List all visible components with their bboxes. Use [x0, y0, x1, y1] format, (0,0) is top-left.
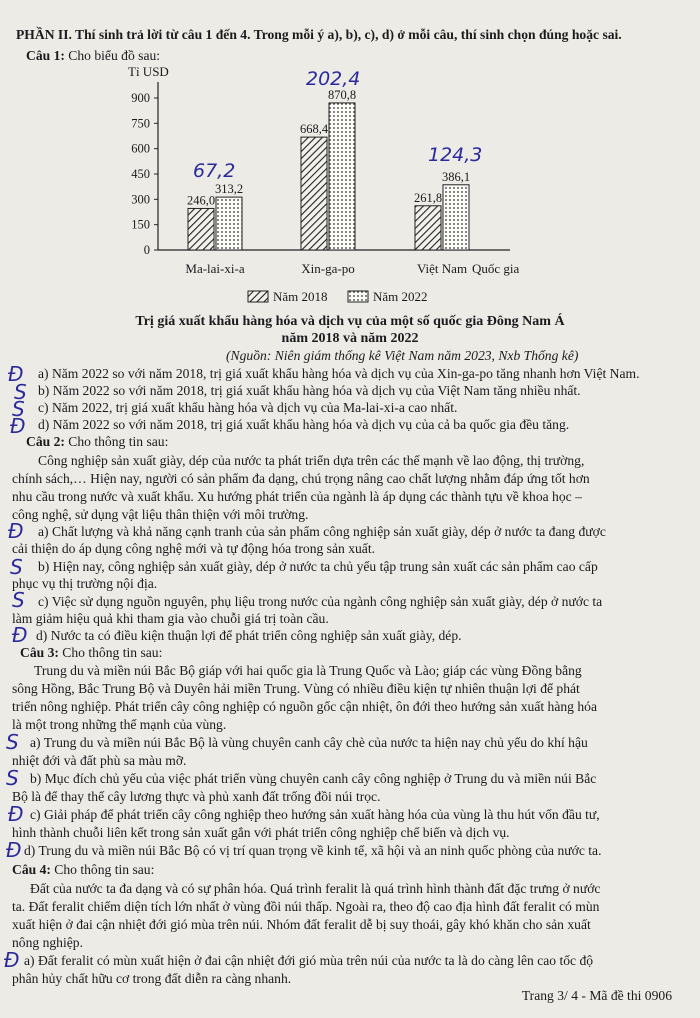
- q3-statement-c-line-1: c) Giải pháp để phát triển cây công nghiệp theo hướng sản xuất hàng hóa của vùng là thu hút vốn đầu tư,: [30, 807, 600, 822]
- q3-statement-c-line-2: hình thành chuỗi liên kết trong sản xuất gắn với phát triển công nghiệp chế biến và dịch vụ.: [12, 825, 510, 840]
- question-1-label: Câu 1:: [26, 48, 65, 63]
- bar-value-label: 870,8: [327, 87, 357, 102]
- handwritten-note-vietnam: 124,3: [428, 144, 483, 166]
- q1-statement-b: b) Năm 2022 so với năm 2018, trị giá xuất khẩu hàng hóa và dịch vụ của Việt Nam tăng nhiều nhất.: [38, 383, 581, 398]
- q3-statement-d: d) Trung du và miền núi Bắc Bộ có vị trí quan trọng về kinh tế, xã hội và an ninh quốc phòng của nước ta.: [24, 843, 602, 858]
- q2-statement-c-line-1: c) Việc sử dụng nguồn nguyên, phụ liệu trong nước của ngành công nghiệp sản xuất giày, dép ở nước ta: [38, 594, 603, 609]
- category-label: Ma-lai-xi-a: [185, 261, 245, 276]
- q2-passage-line-2: chính sách,… Hiện nay, người có sản phẩm đa dạng, chú trọng nâng cao chất lượng nhằm đáp ứng tốt hơn: [12, 471, 590, 486]
- q3-passage-line-4: là một trong những thế mạnh của vùng.: [12, 717, 227, 732]
- mark-q3b: S: [6, 766, 19, 790]
- legend-label: Năm 2018: [273, 289, 328, 304]
- question-2-label: Câu 2:: [26, 434, 65, 449]
- mark-q3a: S: [6, 730, 19, 754]
- y-tick-label: 600: [131, 141, 150, 156]
- bar-2022: [443, 185, 469, 250]
- question-2-intro: Cho thông tin sau:: [64, 434, 169, 449]
- part-header: [16, 26, 622, 43]
- mark-q1c: S: [12, 397, 25, 421]
- legend-label: Năm 2022: [373, 289, 428, 304]
- page-footer: Trang 3/ 4 - Mã đề thi 0906: [521, 988, 672, 1003]
- q4-statement-a-line-2: phân hủy chất hữu cơ trong đất diễn ra càng nhanh.: [12, 971, 292, 986]
- mark-q1b: S: [14, 380, 27, 404]
- export-bar-chart: [100, 62, 660, 312]
- q1-statement-d: d) Năm 2022 so với năm 2018, trị giá xuất khẩu hàng hóa và dịch vụ của cả ba quốc gia đều tăng.: [38, 417, 570, 432]
- q4-statement-a-line-1: a) Đất feralit có mùn xuất hiện ở đai cận nhiệt đới gió mùa trên núi của nước ta là do càng lên cao tốc độ: [24, 953, 594, 968]
- q2-statement-b-line-1: b) Hiện nay, công nghiệp sản xuất giày, dép ở nước ta chủ yếu tập trung sản xuất các sản phẩm cao cấp: [38, 559, 598, 574]
- legend-swatch-2018: [248, 291, 268, 302]
- mark-q1d: Đ: [10, 414, 26, 438]
- mark-q3d: Đ: [6, 838, 22, 862]
- mark-q2b: S: [10, 555, 23, 579]
- y-tick-label: 750: [131, 116, 150, 131]
- mark-q1a: Đ: [8, 362, 24, 386]
- q2-statement-b-line-2: phục vụ thị trường nội địa.: [12, 576, 158, 591]
- q4-passage-line-1: Đất của nước ta đa dạng và có sự phân hóa. Quá trình feralit là quá trình hình thành đất đặc trưng ở nước: [30, 881, 601, 896]
- q3-statement-b-line-1: b) Mục đích chủ yếu của việc phát triển vùng chuyên canh cây công nghiệp ở Trung du và miền núi Bắc: [30, 771, 597, 786]
- part-instruction: Thí sinh trả lời từ câu 1 đến 4. Trong mỗi ý a), b), c), d) ở mỗi câu, thí sinh chọn đúng hoặc sai.: [71, 27, 622, 42]
- q2-statement-a-line-1: a) Chất lượng và khả năng cạnh tranh của sản phẩm công nghiệp sản xuất giày, dép ở nước ta đang được: [38, 524, 606, 539]
- q4-passage-line-3: xuất hiện ở đai cận nhiệt đới gió mùa trên núi. Nhóm đất feralit dễ bị suy thoái, gây khó khăn cho sản xuất: [12, 917, 591, 932]
- chart-caption-title: Trị giá xuất khẩu hàng hóa và dịch vụ của một số quốc gia Đông Nam Á: [135, 314, 565, 329]
- y-tick-label: 0: [143, 243, 150, 257]
- bar-2018: [415, 206, 441, 250]
- mark-q2d: Đ: [12, 623, 28, 647]
- bar-value-label: 313,2: [214, 182, 244, 197]
- q3-statement-b-line-2: Bộ là để thay thế cây lương thực và phủ xanh đất trống đồi núi trọc.: [12, 789, 381, 804]
- y-axis-label: Tỉ USD: [128, 64, 169, 79]
- category-label: Xin-ga-po: [301, 261, 355, 276]
- mark-q4a: Đ: [4, 948, 20, 972]
- handwritten-note-singapore: 202,4: [306, 68, 361, 90]
- question-1-intro: Cho biểu đồ sau:: [64, 48, 161, 63]
- q2-passage-line-4: công nghệ, sử dụng vật liệu thân thiện với môi trường.: [12, 507, 309, 522]
- q3-passage-line-2: sông Hồng, Bắc Trung Bộ và Duyên hải miền Trung. Vùng có nhiều điều kiện tự nhiên thuận lợi để phát: [12, 681, 580, 696]
- q2-passage-line-1: Công nghiệp sản xuất giày, dép của nước ta phát triển dựa trên các thế mạnh về lao động, thị trường,: [38, 453, 585, 468]
- q2-statement-c-line-2: làm giảm hiệu quả khi tham gia vào chuỗi giá trị toàn cầu.: [12, 611, 329, 626]
- bar-2022: [329, 103, 355, 250]
- chart-caption-years: năm 2018 và năm 2022: [281, 331, 419, 346]
- chart-source: (Nguồn: Niên giám thống kê Việt Nam năm 2023, Nxb Thống kê): [226, 348, 579, 363]
- y-tick-label: 450: [131, 167, 150, 181]
- question-2-heading: [26, 433, 168, 450]
- mark-q2c: S: [12, 588, 25, 612]
- q4-passage-line-2: ta. Đất feralit chiếm diện tích lớn nhất ở vùng đồi núi thấp. Ngoài ra, theo độ cao địa hình đất feralit có mùn: [12, 899, 600, 914]
- q2-statement-d: d) Nước ta có điều kiện thuận lợi để phát triển công nghiệp sản xuất giày, dép.: [36, 628, 462, 643]
- bar-2018: [301, 137, 327, 250]
- question-3-label: Câu 3:: [20, 645, 59, 660]
- mark-q2a: Đ: [8, 519, 24, 543]
- bar-2018: [188, 208, 214, 250]
- question-4-label: Câu 4:: [12, 862, 51, 877]
- mark-q3c: Đ: [8, 802, 24, 826]
- y-tick-label: 300: [131, 192, 150, 207]
- category-label: Việt Nam: [416, 261, 468, 276]
- bar-value-label: 261,8: [413, 190, 443, 205]
- question-3-heading: [20, 644, 162, 661]
- bar-value-label: 386,1: [441, 169, 471, 184]
- bar-value-label: 246,0: [186, 193, 216, 208]
- handwritten-note-malaysia: 67,2: [193, 160, 236, 182]
- q3-passage-line-1: Trung du và miền núi Bắc Bộ giáp với hai quốc gia là Trung Quốc và Lào; giáp các vùng Đồng bằng: [34, 663, 582, 678]
- q3-statement-a-line-1: a) Trung du và miền núi Bắc Bộ là vùng chuyên canh cây chè của nước ta hiện nay chủ yếu do khí hậu: [30, 735, 588, 750]
- question-4-heading: [12, 861, 154, 878]
- q1-statement-c: c) Năm 2022, trị giá xuất khẩu hàng hóa và dịch vụ của Ma-lai-xi-a cao nhất.: [38, 400, 458, 415]
- question-3-intro: Cho thông tin sau:: [58, 645, 163, 660]
- q1-statement-a: a) Năm 2022 so với năm 2018, trị giá xuất khẩu hàng hóa và dịch vụ của Xin-ga-po tăng nhanh hơn Việt Nam.: [38, 366, 640, 381]
- q2-passage-line-3: nhu cầu trong nước và xuất khẩu. Xu hướng phát triển của ngành là áp dụng các thành tựu về khoa học –: [12, 489, 582, 504]
- bar-2022: [216, 197, 242, 250]
- y-tick-label: 150: [131, 217, 150, 232]
- legend-swatch-2022: [348, 291, 368, 302]
- y-tick-label: 900: [131, 91, 150, 105]
- q3-passage-line-3: triển nông nghiệp. Phát triển cây công nghiệp có nguồn gốc cận nhiệt, ôn đới theo hướng sản xuất hàng hóa: [12, 699, 597, 714]
- x-axis-label: Quốc gia: [472, 261, 520, 276]
- q4-passage-line-4: nông nghiệp.: [12, 935, 83, 950]
- q2-statement-a-line-2: cải thiện do áp dụng công nghệ mới và tự động hóa trong sản xuất.: [12, 541, 376, 556]
- bar-value-label: 668,4: [299, 122, 329, 137]
- q3-statement-a-line-2: nhiệt đới và đất phù sa màu mỡ.: [12, 753, 187, 768]
- question-4-intro: Cho thông tin sau:: [50, 862, 155, 877]
- part-label: PHẦN II.: [16, 27, 72, 42]
